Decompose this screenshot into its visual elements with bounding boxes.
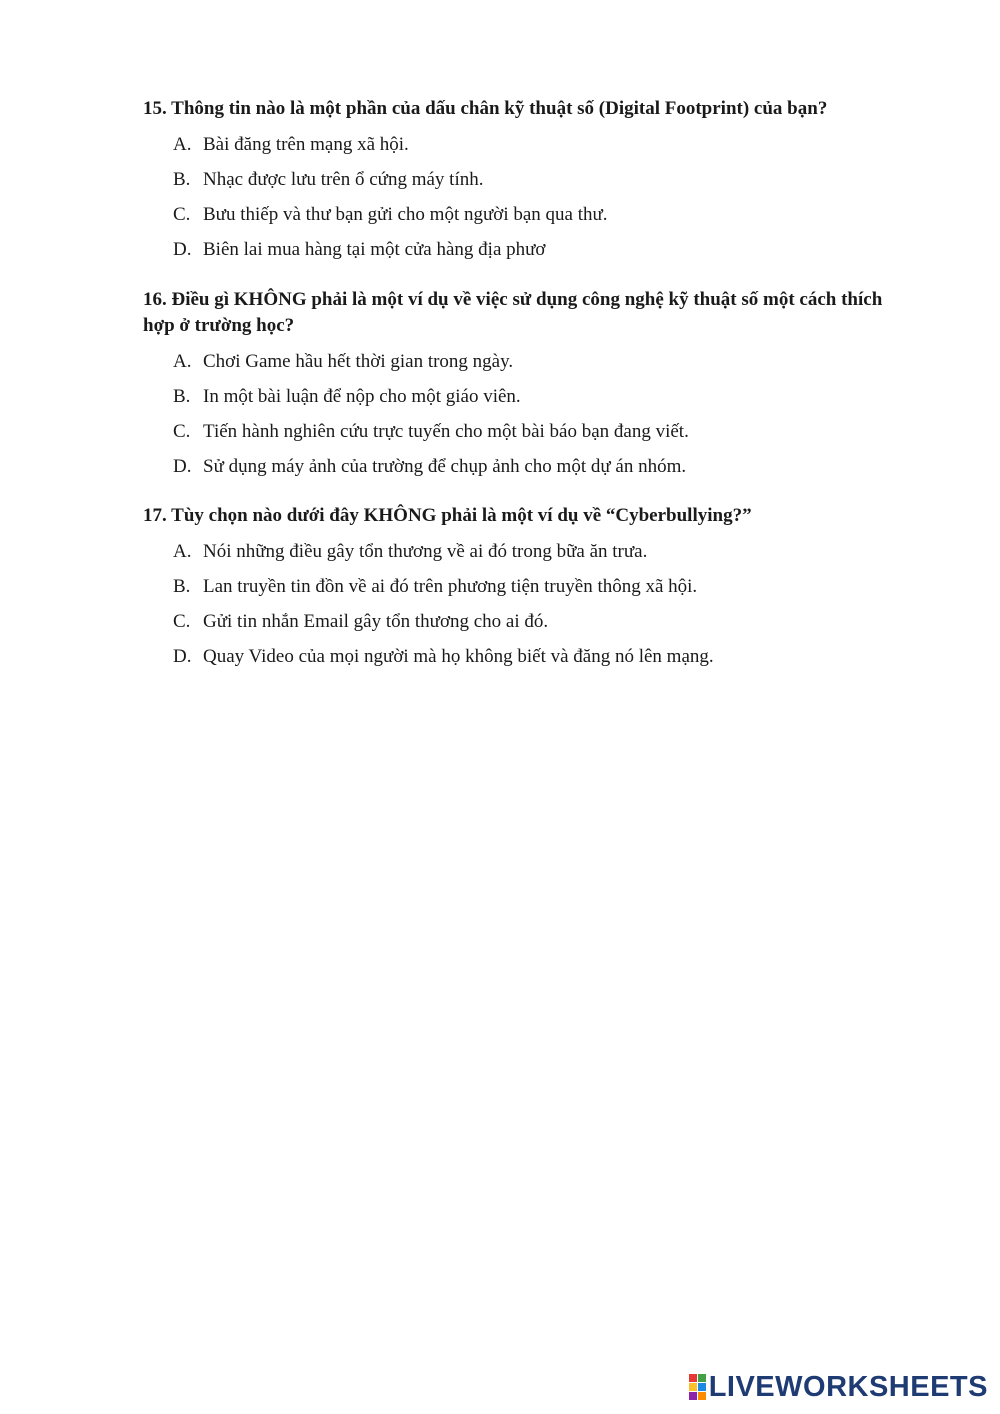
option-letter: D. [173, 646, 192, 667]
question-17-option-b[interactable] [143, 574, 888, 609]
question-15-option-a[interactable] [143, 132, 888, 167]
option-letter: C. [173, 204, 191, 225]
question-16 [143, 287, 888, 489]
question-16-title: 16. Điều gì KHÔNG phải là một ví dụ về việc sử dụng công nghệ kỹ thuật số một cách thích hợp ở trường học? [143, 289, 883, 336]
option-text: Lan truyền tin đồn về ai đó trên phương tiện truyền thông xã hội. [203, 576, 698, 597]
option-letter: B. [173, 386, 191, 407]
question-15-option-c[interactable] [143, 202, 888, 237]
option-letter: A. [173, 351, 192, 372]
liveworksheets-logo-icon [689, 1374, 706, 1400]
question-15 [143, 96, 888, 272]
logo-block [698, 1392, 706, 1400]
option-letter: D. [173, 456, 192, 477]
question-15-title: 15. Thông tin nào là một phần của dấu chân kỹ thuật số (Digital Footprint) của bạn? [143, 98, 828, 119]
option-text: Nói những điều gây tổn thương về ai đó trong bữa ăn trưa. [203, 541, 648, 562]
option-text: Gửi tin nhắn Email gây tổn thương cho ai đó. [203, 611, 549, 632]
question-16-option-d[interactable] [143, 454, 888, 489]
question-15-options [143, 132, 888, 272]
question-16-option-b[interactable] [143, 384, 888, 419]
question-16-option-a[interactable] [143, 349, 888, 384]
option-letter: A. [173, 134, 192, 155]
option-text: Chơi Game hầu hết thời gian trong ngày. [203, 351, 514, 372]
question-17 [143, 503, 888, 679]
option-text: Nhạc được lưu trên ổ cứng máy tính. [203, 169, 484, 190]
brand-text: LIVEWORKSHEETS [708, 1371, 988, 1403]
question-15-option-b[interactable] [143, 167, 888, 202]
logo-block [698, 1374, 706, 1382]
option-letter: C. [173, 421, 191, 442]
option-text: Tiến hành nghiên cứu trực tuyến cho một bài báo bạn đang viết. [203, 421, 689, 442]
question-17-option-d[interactable] [143, 644, 888, 679]
option-letter: B. [173, 169, 191, 190]
option-letter: C. [173, 611, 191, 632]
option-text: Sử dụng máy ảnh của trường để chụp ảnh cho một dự án nhóm. [203, 456, 687, 477]
option-text: Bài đăng trên mạng xã hội. [203, 134, 409, 155]
option-text: In một bài luận để nộp cho một giáo viên. [203, 386, 521, 407]
option-letter: B. [173, 576, 191, 597]
question-16-options [143, 349, 888, 489]
option-text: Bưu thiếp và thư bạn gửi cho một người bạn qua thư. [203, 204, 608, 225]
question-17-options [143, 539, 888, 679]
option-text: Biên lai mua hàng tại một cửa hàng địa phươ [203, 239, 546, 260]
logo-block [689, 1392, 697, 1400]
question-17-option-a[interactable] [143, 539, 888, 574]
liveworksheets-brand[interactable] [689, 1370, 988, 1404]
question-16-option-c[interactable] [143, 419, 888, 454]
option-letter: D. [173, 239, 192, 260]
option-letter: A. [173, 541, 192, 562]
logo-block [698, 1383, 706, 1391]
question-15-option-d[interactable] [143, 237, 888, 272]
option-text: Quay Video của mọi người mà họ không biết và đăng nó lên mạng. [203, 646, 714, 667]
logo-block [689, 1374, 697, 1382]
question-17-option-c[interactable] [143, 609, 888, 644]
question-17-title: 17. Tùy chọn nào dưới đây KHÔNG phải là một ví dụ về “Cyberbullying?” [143, 505, 752, 526]
logo-block [689, 1383, 697, 1391]
